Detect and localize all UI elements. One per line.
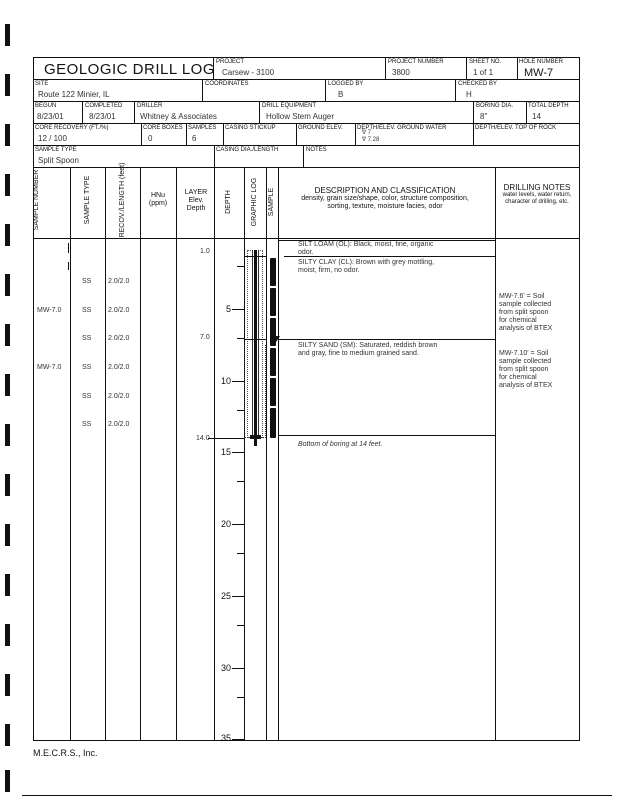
sample-type-6: SS [82, 421, 92, 428]
col-hnu-line1: HNu [150, 192, 165, 199]
sample-type-value: Split Spoon [38, 156, 79, 165]
depth-rock-label: DEPTH/ELEV. TOP OF ROCK [475, 125, 557, 131]
layer-desc-4-line1: Bottom of boring at 14 feet. [298, 441, 383, 448]
core-boxes-label: CORE BOXES [143, 125, 183, 131]
drilling-note-1 [499, 293, 577, 333]
sample-type-5: SS [82, 393, 92, 400]
project-number-label: PROJECT NUMBER [388, 59, 444, 65]
sample-column [266, 250, 278, 446]
core-boxes-value: 0 [148, 134, 153, 143]
coordinates-label: COORDINATES [205, 81, 249, 87]
col-hnu [142, 192, 174, 208]
hole-number-label: HOLE NUMBER [519, 59, 564, 65]
begun-value: 8/23/01 [37, 112, 64, 121]
sample-number-2: MW-7.0 [37, 307, 62, 314]
sample-recov-2: 2.0/2.0 [108, 307, 130, 314]
sample-recov-1: 2.0/2.0 [108, 278, 130, 285]
col-layer-line3: Depth [186, 205, 206, 212]
drilling-note-2-line5: analysis of BTEX [499, 382, 553, 389]
depth-label-15: 15 [220, 447, 231, 457]
sample-number-4: MW-7.0 [37, 364, 62, 371]
samples-value: 6 [192, 134, 197, 143]
col-sample: SAMPLE [268, 187, 275, 217]
drilling-note-1-line4: for chemical [499, 317, 537, 324]
depth-water-value-1: ∇ 7 [362, 130, 372, 136]
driller-label: DRILLER [137, 103, 163, 109]
company-footer: M.E.C.R.S., Inc. [33, 748, 98, 758]
col-description-sub: density, grain size/shape, color, structure composition, sorting, texture, moisture facies, odor [301, 195, 469, 210]
sample-recov-5: 2.0/2.0 [108, 393, 130, 400]
project-value: Carsew - 3100 [222, 68, 275, 77]
project-label: PROJECT [216, 59, 245, 65]
layer-desc-2-line1: SILTY CLAY (CL): Brown with grey mottling, [298, 259, 435, 266]
depth-label-35: 35 [220, 733, 231, 743]
core-recovery-label: CORE RECOVERY (FT./%) [35, 125, 109, 131]
layer-desc-2-line2: moist, firm, no odor. [298, 267, 360, 274]
sheet-no-label: SHEET NO. [469, 59, 502, 65]
boring-dia-label: BORING DIA. [476, 103, 514, 109]
col-layer-line2: Elev. [188, 197, 204, 204]
logged-by-value: B [338, 90, 344, 99]
layer-desc-3-line2: and gray, fine to medium grained sand. [298, 350, 419, 357]
sample-recov-3: 2.0/2.0 [108, 335, 130, 342]
drilling-note-1-line3: from split spoon [499, 309, 549, 316]
layer-desc-1-line2: odor. [298, 249, 314, 256]
col-hnu-line2: (ppm) [148, 200, 168, 207]
drilling-note-2 [499, 350, 577, 390]
drilling-note-2-line3: from split spoon [499, 366, 549, 373]
samples-label: SAMPLES [188, 125, 217, 131]
boring-dia-value: 8" [480, 112, 488, 121]
core-recovery-value: 12 / 100 [38, 134, 67, 143]
total-depth-value: 14 [532, 112, 541, 121]
sample-type-3: SS [82, 335, 92, 342]
col-recov-length: RECOV./LENGTH (feet) [119, 162, 126, 238]
sample-recov-4: 2.0/2.0 [108, 364, 130, 371]
col-description [300, 186, 470, 211]
site-label: SITE [35, 81, 49, 87]
form-title: GEOLOGIC DRILL LOG [44, 61, 215, 78]
begun-label: BEGUN [35, 103, 57, 109]
casing-stickup-label: CASING STICKUP [225, 125, 276, 131]
col-sample-number: SAMPLE NUMBER [33, 169, 40, 231]
drill-equipment-label: DRILL EQUIPMENT [262, 103, 317, 109]
drilling-note-2-line1: MW-7.10' = Soil [499, 350, 549, 357]
depth-label-20: 20 [220, 519, 231, 529]
col-depth: DEPTH [225, 190, 232, 214]
col-drilling-title: DRILLING NOTES [503, 183, 571, 192]
drilling-note-2-line4: for chemical [499, 374, 537, 381]
site-value: Route 122 Minier, IL [38, 90, 110, 99]
casing-dia-label: CASING DIA./LENGTH [216, 147, 279, 153]
col-drilling-notes [499, 183, 575, 206]
col-drilling-sub: water levels, water return, character of drilling, etc. [502, 192, 572, 205]
drill-equipment-value: Hollow Stem Auger [266, 112, 335, 121]
layer-depth-4: 14.0 [196, 435, 210, 442]
hole-number-value: MW-7 [524, 67, 554, 79]
depth-label-10: 10 [220, 376, 231, 386]
ground-elev-label: GROUND ELEV. [298, 125, 343, 131]
layer-desc-3-line1: SILTY SAND (SM): Saturated, reddish brown [298, 342, 438, 349]
col-sample-type: SAMPLE TYPE [84, 175, 91, 225]
depth-water-value-2: ∇ 7.28 [362, 137, 380, 143]
graphic-log-column [244, 250, 266, 446]
col-description-title: DESCRIPTION AND CLASSIFICATION [314, 186, 456, 195]
driller-value: Whitney & Associates [140, 112, 217, 121]
notes-label: NOTES [306, 147, 327, 153]
sample-recov-6: 2.0/2.0 [108, 421, 130, 428]
checked-by-label: CHECKED BY [458, 81, 498, 87]
bottom-rule [22, 795, 612, 796]
drilling-note-2-line2: sample collected [499, 358, 552, 365]
col-graphic-log: GRAPHIC LOG [251, 177, 258, 227]
depth-water-label: DEPTH/ELEV. GROUND WATER [357, 125, 447, 131]
completed-value: 8/23/01 [89, 112, 116, 121]
depth-label-25: 25 [220, 591, 231, 601]
logged-by-label: LOGGED BY [328, 81, 364, 87]
project-number-value: 3800 [392, 68, 410, 77]
drilling-note-1-line1: MW-7.6' = Soil [499, 293, 545, 300]
depth-label-30: 30 [220, 663, 231, 673]
sample-type-1: SS [82, 278, 92, 285]
layer-depth-1: 1.0 [200, 248, 210, 255]
col-layer-line1: LAYER [184, 189, 208, 196]
layer-desc-1-line1: SILT LOAM (OL): Black, moist, fine, organic [298, 241, 434, 248]
sample-type-4: SS [82, 364, 92, 371]
sheet-no-value: 1 of 1 [473, 68, 494, 77]
drilling-note-1-line5: analysis of BTEX [499, 325, 553, 332]
sample-type-label: SAMPLE TYPE [35, 147, 77, 153]
total-depth-label: TOTAL DEPTH [528, 103, 569, 109]
sample-type-2: SS [82, 307, 92, 314]
completed-label: COMPLETED [85, 103, 123, 109]
drilling-note-1-line2: sample collected [499, 301, 552, 308]
col-layer [178, 189, 214, 213]
depth-label-5: 5 [225, 304, 231, 314]
checked-by-value: H [466, 90, 472, 99]
layer-depth-3: 7.0 [200, 334, 210, 341]
